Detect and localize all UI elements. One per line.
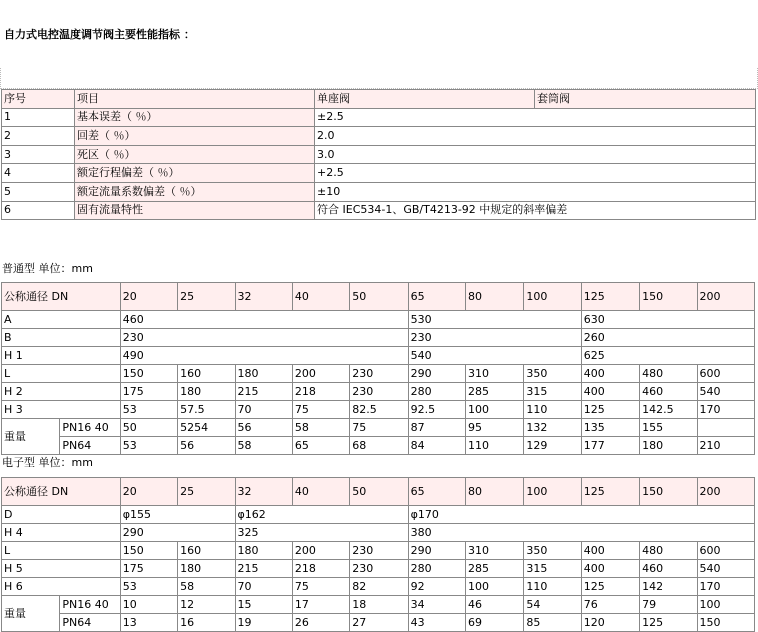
cell: 92: [408, 578, 465, 596]
cell: 600: [697, 365, 754, 383]
cell: 210: [697, 437, 754, 455]
cell: 290: [120, 524, 235, 542]
cell: 230: [350, 560, 408, 578]
cell: 150: [697, 614, 754, 632]
section-label-standard: 普通型 单位：mm: [2, 262, 93, 275]
cell: 177: [581, 437, 639, 455]
cell: 218: [292, 560, 349, 578]
cell: 135: [581, 419, 639, 437]
cell: 46: [466, 596, 524, 614]
cell: 170: [697, 578, 754, 596]
cell: 142.5: [640, 401, 697, 419]
cell: 350: [524, 365, 581, 383]
table-row: [2, 542, 755, 560]
table-row: [2, 365, 755, 383]
cell: 460: [640, 560, 697, 578]
cell: 50: [120, 419, 177, 437]
cell: L: [2, 542, 121, 560]
table-row: [2, 164, 756, 183]
cell: 75: [292, 401, 349, 419]
cell: 57.5: [178, 401, 235, 419]
cell: 110: [524, 578, 581, 596]
table-row: [2, 182, 756, 201]
cell: 53: [120, 437, 177, 455]
cell: ±2.5: [315, 108, 756, 127]
cell: 600: [697, 542, 754, 560]
cell: 325: [235, 524, 408, 542]
cell: 215: [235, 383, 292, 401]
performance-table: [1, 89, 756, 220]
table-row: [2, 506, 755, 524]
cell: 13: [120, 614, 177, 632]
cell: D: [2, 506, 121, 524]
cell: H 6: [2, 578, 121, 596]
cell: 65: [292, 437, 349, 455]
table-row: [2, 560, 755, 578]
cell: H 1: [2, 347, 121, 365]
cell: 215: [235, 560, 292, 578]
header-cell: 序号: [2, 90, 75, 109]
table-row: [2, 419, 755, 437]
cell: 180: [178, 560, 235, 578]
cell: A: [2, 311, 121, 329]
cell: PN64: [60, 614, 120, 632]
cell: 6: [2, 201, 75, 220]
cell: 280: [408, 383, 465, 401]
cell: 315: [524, 383, 581, 401]
cell: 53: [120, 401, 177, 419]
table-row: [2, 145, 756, 164]
section-label-electronic: 电子型 单位：mm: [2, 456, 93, 469]
cell: 285: [466, 560, 524, 578]
cell: 260: [581, 329, 754, 347]
cell: 100: [466, 401, 524, 419]
table-row: [2, 108, 756, 127]
header-cell: 100: [524, 478, 581, 506]
cell: 53: [120, 578, 177, 596]
cell: 400: [581, 383, 639, 401]
cell: 400: [581, 560, 639, 578]
header-cell: 50: [350, 283, 408, 311]
cell: 3.0: [315, 145, 756, 164]
header-cell: 公称通径 DN: [2, 283, 121, 311]
cell: 530: [408, 311, 581, 329]
cell: 400: [581, 542, 639, 560]
cell: 540: [697, 560, 754, 578]
cell: 2.0: [315, 127, 756, 146]
cell: 170: [697, 401, 754, 419]
cell: 回差（ ％）: [75, 127, 315, 146]
cell: 87: [408, 419, 465, 437]
cell: 129: [524, 437, 581, 455]
header-cell: 80: [466, 283, 524, 311]
cell: 180: [235, 365, 292, 383]
cell: 490: [120, 347, 408, 365]
header-cell: 20: [120, 478, 177, 506]
cell: 200: [292, 365, 349, 383]
cell: 18: [350, 596, 408, 614]
cell: 180: [235, 542, 292, 560]
cell: 10: [120, 596, 177, 614]
cell: 310: [466, 365, 524, 383]
cell: 100: [466, 578, 524, 596]
table-row: [2, 614, 755, 632]
table-row: [2, 524, 755, 542]
table-row: [2, 437, 755, 455]
table-row: [2, 578, 755, 596]
header-cell: 项目: [75, 90, 315, 109]
cell: φ170: [408, 506, 754, 524]
cell: 82: [350, 578, 408, 596]
header-cell: 套筒阀: [535, 90, 756, 109]
cell: ±10: [315, 182, 756, 201]
cell: 58: [292, 419, 349, 437]
cell: 142: [640, 578, 697, 596]
cell: 5: [2, 182, 75, 201]
cell: L: [2, 365, 121, 383]
header-cell: 单座阀: [315, 90, 535, 109]
cell: H 5: [2, 560, 121, 578]
header-cell: 150: [640, 283, 697, 311]
page-title: 自力式电控温度调节阀主要性能指标 ：: [4, 28, 195, 41]
cell: 180: [178, 383, 235, 401]
header-cell: 32: [235, 478, 292, 506]
cell: 380: [408, 524, 754, 542]
header-cell: 125: [581, 478, 639, 506]
cell: 70: [235, 578, 292, 596]
cell: 180: [640, 437, 697, 455]
cell: 69: [466, 614, 524, 632]
cell: 12: [178, 596, 235, 614]
table-row: [2, 127, 756, 146]
table-row: [2, 401, 755, 419]
table-row: [2, 201, 756, 220]
header-cell: 50: [350, 478, 408, 506]
cell: 75: [292, 578, 349, 596]
cell: 460: [120, 311, 408, 329]
cell: 150: [120, 542, 177, 560]
header-cell: 40: [292, 478, 349, 506]
cell: 460: [640, 383, 697, 401]
cell: 400: [581, 365, 639, 383]
cell: 480: [640, 542, 697, 560]
cell: 92.5: [408, 401, 465, 419]
table-row: [2, 329, 755, 347]
cell: 95: [466, 419, 524, 437]
header-cell: 65: [408, 283, 465, 311]
cell: 3: [2, 145, 75, 164]
cell: 76: [581, 596, 639, 614]
cell: 基本误差（ ％）: [75, 108, 315, 127]
cell: 58: [235, 437, 292, 455]
cell: 85: [524, 614, 581, 632]
cell: PN16 40: [60, 596, 120, 614]
cell: 175: [120, 560, 177, 578]
cell: 218: [292, 383, 349, 401]
header-cell: 32: [235, 283, 292, 311]
header-cell: 150: [640, 478, 697, 506]
electronic-dimensions-table: [1, 477, 755, 632]
divider: [0, 68, 758, 89]
cell: 315: [524, 560, 581, 578]
cell: 200: [292, 542, 349, 560]
header-cell: 200: [697, 478, 754, 506]
header-cell: 200: [697, 283, 754, 311]
cell: φ162: [235, 506, 408, 524]
header-cell: 25: [178, 478, 235, 506]
cell: 480: [640, 365, 697, 383]
cell: 79: [640, 596, 697, 614]
table-row: [2, 311, 755, 329]
header-cell: 公称通径 DN: [2, 478, 121, 506]
cell: 230: [350, 383, 408, 401]
header-cell: 125: [581, 283, 639, 311]
cell: 120: [581, 614, 639, 632]
cell: 15: [235, 596, 292, 614]
header-cell: 40: [292, 283, 349, 311]
cell: PN64: [60, 437, 120, 455]
cell: 310: [466, 542, 524, 560]
cell: 230: [120, 329, 408, 347]
cell: 230: [408, 329, 581, 347]
table-row: [2, 383, 755, 401]
cell: 58: [178, 578, 235, 596]
cell: 符合 IEC534-1、GB/T4213-92 中规定的斜率偏差: [315, 201, 756, 220]
cell: 285: [466, 383, 524, 401]
cell: φ155: [120, 506, 235, 524]
cell: 540: [408, 347, 581, 365]
cell: 540: [697, 383, 754, 401]
cell: 5254: [178, 419, 235, 437]
cell: 56: [178, 437, 235, 455]
cell: 固有流量特性: [75, 201, 315, 220]
cell: 280: [408, 560, 465, 578]
cell: 75: [350, 419, 408, 437]
table-header-row: [2, 283, 755, 311]
cell: H 2: [2, 383, 121, 401]
cell: 155: [640, 419, 697, 437]
cell: 125: [581, 401, 639, 419]
cell: 54: [524, 596, 581, 614]
cell: 56: [235, 419, 292, 437]
cell: 625: [581, 347, 754, 365]
cell: [697, 419, 754, 437]
cell: 额定行程偏差（ ％）: [75, 164, 315, 183]
cell: 17: [292, 596, 349, 614]
cell: +2.5: [315, 164, 756, 183]
cell: 110: [466, 437, 524, 455]
cell: 额定流量系数偏差（ ％）: [75, 182, 315, 201]
cell: H 4: [2, 524, 121, 542]
table-row: [2, 596, 755, 614]
cell: 死区（ ％）: [75, 145, 315, 164]
cell: 125: [640, 614, 697, 632]
cell: 110: [524, 401, 581, 419]
table-header-row: [2, 90, 756, 109]
cell: 2: [2, 127, 75, 146]
cell: H 3: [2, 401, 121, 419]
cell: 70: [235, 401, 292, 419]
header-cell: 100: [524, 283, 581, 311]
cell: 27: [350, 614, 408, 632]
header-cell: 65: [408, 478, 465, 506]
cell: 230: [350, 542, 408, 560]
cell: 16: [178, 614, 235, 632]
cell: 26: [292, 614, 349, 632]
cell: 150: [120, 365, 177, 383]
cell: 100: [697, 596, 754, 614]
cell: 34: [408, 596, 465, 614]
weight-label: 重量: [2, 596, 60, 632]
cell: 4: [2, 164, 75, 183]
cell: 175: [120, 383, 177, 401]
header-cell: 80: [466, 478, 524, 506]
table-header-row: [2, 478, 755, 506]
cell: 230: [350, 365, 408, 383]
cell: 160: [178, 365, 235, 383]
standard-dimensions-table: [1, 282, 755, 455]
table-row: [2, 347, 755, 365]
cell: 84: [408, 437, 465, 455]
header-cell: 20: [120, 283, 177, 311]
cell: 43: [408, 614, 465, 632]
cell: 1: [2, 108, 75, 127]
cell: 290: [408, 542, 465, 560]
cell: 160: [178, 542, 235, 560]
weight-label: 重量: [2, 419, 60, 455]
cell: PN16 40: [60, 419, 120, 437]
cell: 68: [350, 437, 408, 455]
cell: 132: [524, 419, 581, 437]
cell: 290: [408, 365, 465, 383]
cell: B: [2, 329, 121, 347]
cell: 125: [581, 578, 639, 596]
cell: 630: [581, 311, 754, 329]
cell: 82.5: [350, 401, 408, 419]
header-cell: 25: [178, 283, 235, 311]
cell: 19: [235, 614, 292, 632]
cell: 350: [524, 542, 581, 560]
